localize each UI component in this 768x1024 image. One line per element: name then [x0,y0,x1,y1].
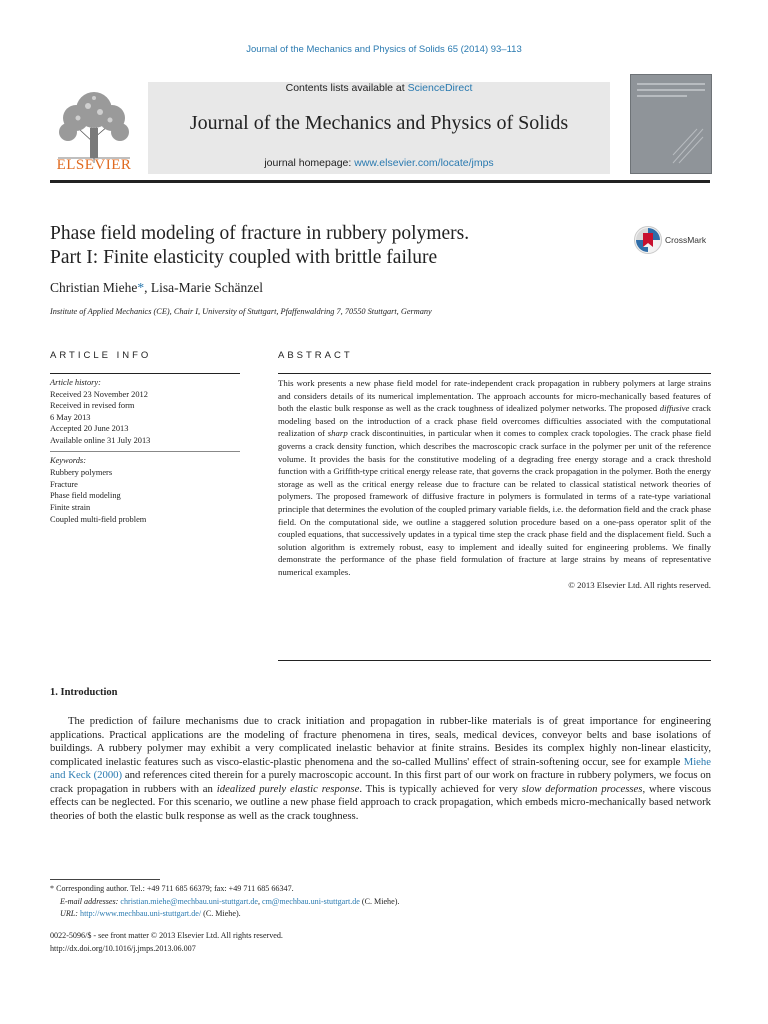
keyword: Finite strain [50,503,91,513]
journal-citation-link[interactable]: Journal of the Mechanics and Physics of Solids 65 (2014) 93–113 [246,44,522,55]
author-name: Lisa-Marie Schänzel [150,280,263,295]
url-note: URL: http://www.mechbau.uni-stuttgart.de/ (C. Miehe). [60,909,241,918]
issn-line: 0022-5096/$ - see front matter © 2013 Elsevier Ltd. All rights reserved. [50,931,283,940]
footnote-rule [50,879,160,880]
doi-link[interactable]: http://dx.doi.org/10.1016/j.jmps.2013.06.007 [50,943,196,953]
history-item: 6 May 2013 [50,412,91,422]
publication-info [50,930,711,955]
keyword: Fracture [50,479,78,489]
keyword-list [50,455,240,526]
keyword: Phase field modeling [50,491,121,501]
copyright: © 2013 Elsevier Ltd. All rights reserved. [568,579,711,590]
history-item: Received 23 November 2012 [50,389,148,399]
article-history [50,377,240,446]
author-list: Christian Miehe*, Lisa-Marie Schänzel [50,280,263,295]
abstract-text: This work presents a new phase field model for rate-independent crack propagation in rubbery polymers at large strains and considers details of its numerical implementation. The approach accounts for micro-mechanically based features of both the elastic bulk response as well as the crack toughness of idealized polymer networks. The proposed diffusive crack modeling based on the introduction of a crack phase field overcomes difficulties associated with the computational realization of sharp crack discontinuities, in particular when it comes to complex crack topologies. The crack phase field governs a crack density function, which describes the macroscopic crack surface in the polymer per unit of the reference volume. It provides the basis for the constitutive modeling of a degrading free energy storage and a crack threshold function with a Griffith-type critical energy release rate, that governs the crack propagation in the polymer. Both the energy storage as well as the critical energy release due to fracture can be related to classical statistical network theories of polymers. The proposed framework of diffusive fracture in polymers is formulated in terms of a rate-type variational principle that determines the evolution of the coupled primary variable fields, i.e. the deformation field and the crack phase field. On the computational side, we outline a staggered solution procedure based on a one-pass operator split of the coupled equations, that successively updates in a typical time step the crack phase field and the displacement field. Such a solution algorithm is extremely robust, easy to implement and ideally suited for engineering problems. We finally demonstrate the performance of the phase field formulation of fracture at large strains by means of representative numerical examples. [278,378,711,577]
crossmark-badge[interactable] [633,226,711,254]
keywords-label: Keywords: [50,456,86,465]
divider [278,660,711,661]
abstract-heading: ABSTRACT [278,350,353,361]
publisher-name: ELSEVIER [56,157,132,173]
corresponding-author-note: * Corresponding author. Tel.: +49 711 685 66379; fax: +49 711 685 66347. [50,884,294,893]
sciencedirect-link[interactable]: ScienceDirect [407,82,473,94]
article-info-heading: ARTICLE INFO [50,350,152,361]
author-name: Christian Miehe [50,280,138,295]
section-heading: 1. Introduction [50,687,118,698]
history-item: Available online 31 July 2013 [50,435,151,445]
url-link[interactable]: http://www.mechbau.uni-stuttgart.de/ [80,909,202,918]
homepage-link[interactable]: www.elsevier.com/locate/jmps [354,157,494,169]
history-item: Accepted 20 June 2013 [50,424,129,433]
keyword: Rubbery polymers [50,467,113,477]
history-label: Article history: [50,378,101,387]
affiliation: Institute of Applied Mechanics (CE), Chair I, University of Stuttgart, Pfaffenwaldring 7, 70550 Stuttgart, Germany [50,307,432,316]
email-note: E-mail addresses: christian.miehe@mechbau.uni-stuttgart.de, cm@mechbau.uni-stuttgart.de (C. Miehe). [60,896,400,906]
journal-homepage: journal homepage: www.elsevier.com/locate/jmps [264,157,494,169]
abstract-body [278,377,711,591]
journal-cover-thumbnail [630,74,712,174]
email-link[interactable]: cm@mechbau.uni-stuttgart.de [262,896,360,906]
email-link[interactable]: christian.miehe@mechbau.uni-stuttgart.de [120,896,258,906]
history-item: Received in revised form [50,401,135,410]
journal-title: Journal of the Mechanics and Physics of Solids [189,112,569,134]
introduction-paragraph: The prediction of failure mechanisms due to crack initiation and propagation in rubber-like materials is of great importance for engineering applications. Practical applications are the modeling of fracture phenomena in tires, seals, medical devices, conveyor belts and base isolations of buildings. A rubbery polymer may exhibit a very complicated inelastic behavior at finite strains. Besides its complex highly non-linear elasticity, complicated inelastic features such as visco-elastic-plastic phenomena and the so-called Mullins' effect of strain-softening occur, see for example Miehe and Keck (2000) and references cited therein for a purely macroscopic account. In this first part of our work on fracture in rubbery polymers, we focus on crack propagation in rubbers with an idealized purely elastic response. This is typically achieved for very slow deformation processes, where viscous effects can be neglected. For this scenario, we outline a new phase field approach to crack propagation, which embeds micro-mechanically based network theories of both the elastic bulk response as well as the crack toughness. [50,715,712,822]
header-rule [50,180,710,183]
divider [278,373,711,374]
contents-line: Contents lists available at ScienceDirect [285,82,473,94]
paper-title: Phase field modeling of fracture in rubbery polymers. Part I: Finite elasticity coupled with brittle failure [50,223,470,268]
corresponding-author-mark[interactable]: * [137,280,145,295]
reference-link[interactable]: Miehe and Keck (2000) [50,755,711,781]
crossmark-label: CrossMark [665,235,707,245]
crossmark-icon [633,225,663,255]
footnotes [50,883,711,921]
divider [50,373,240,374]
divider [50,451,240,452]
keyword: Coupled multi-field problem [50,514,147,524]
